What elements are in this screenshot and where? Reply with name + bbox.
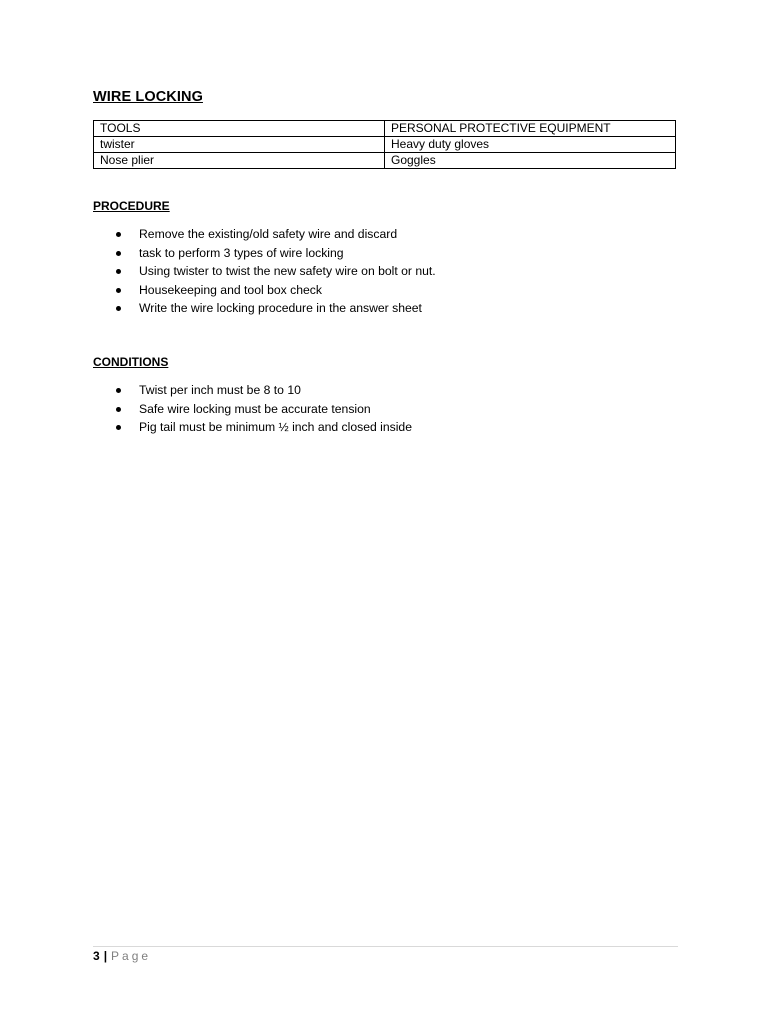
table-row (94, 153, 676, 169)
bullet-icon (116, 388, 121, 393)
list-item (115, 400, 412, 419)
bullet-icon (116, 425, 121, 430)
list-item-text: Twist per inch must be 8 to 10 (139, 383, 301, 397)
table-cell: Heavy duty gloves (385, 137, 676, 153)
list-item-text: task to perform 3 types of wire locking (139, 245, 344, 260)
page-number: 3 (93, 949, 100, 963)
conditions-list (115, 381, 412, 437)
list-item-text: Safe wire locking must be accurate tension (139, 401, 371, 416)
table-cell: Goggles (385, 153, 676, 169)
document-title: WIRE LOCKING (93, 89, 203, 105)
bullet-icon (116, 251, 121, 256)
bullet-icon (116, 306, 121, 311)
tools-ppe-table (93, 120, 676, 169)
footer-divider (93, 946, 678, 947)
list-item (115, 381, 412, 400)
list-item-text: Remove the existing/old safety wire and discard (139, 227, 398, 241)
table-row (94, 137, 676, 153)
list-item (115, 299, 436, 318)
list-item (115, 244, 436, 263)
bullet-icon (116, 232, 121, 237)
bullet-icon (116, 407, 121, 412)
list-item-text: Using twister to twist the new safety wire on bolt or nut. (139, 264, 436, 278)
table-header-row (94, 121, 676, 137)
table-header-ppe: PERSONAL PROTECTIVE EQUIPMENT (385, 121, 676, 137)
table-cell: twister (94, 137, 385, 153)
list-item (115, 225, 436, 244)
list-item (115, 418, 412, 437)
procedure-list (115, 225, 436, 318)
conditions-heading: CONDITIONS (93, 355, 169, 369)
list-item-text: Write the wire locking procedure in the answer sheet (139, 301, 422, 315)
table-cell: Nose plier (94, 153, 385, 169)
bullet-icon (116, 269, 121, 274)
bullet-icon (116, 288, 121, 293)
table-header-tools: TOOLS (94, 121, 385, 137)
procedure-heading: PROCEDURE (93, 199, 170, 213)
list-item (115, 281, 436, 300)
list-item-text: Pig tail must be minimum ½ inch and closed inside (139, 420, 412, 434)
page-footer (93, 948, 151, 964)
footer-separator: | (103, 949, 108, 963)
page-label: Page (111, 949, 152, 963)
list-item (115, 262, 436, 281)
list-item-text: Housekeeping and tool box check (139, 282, 322, 297)
